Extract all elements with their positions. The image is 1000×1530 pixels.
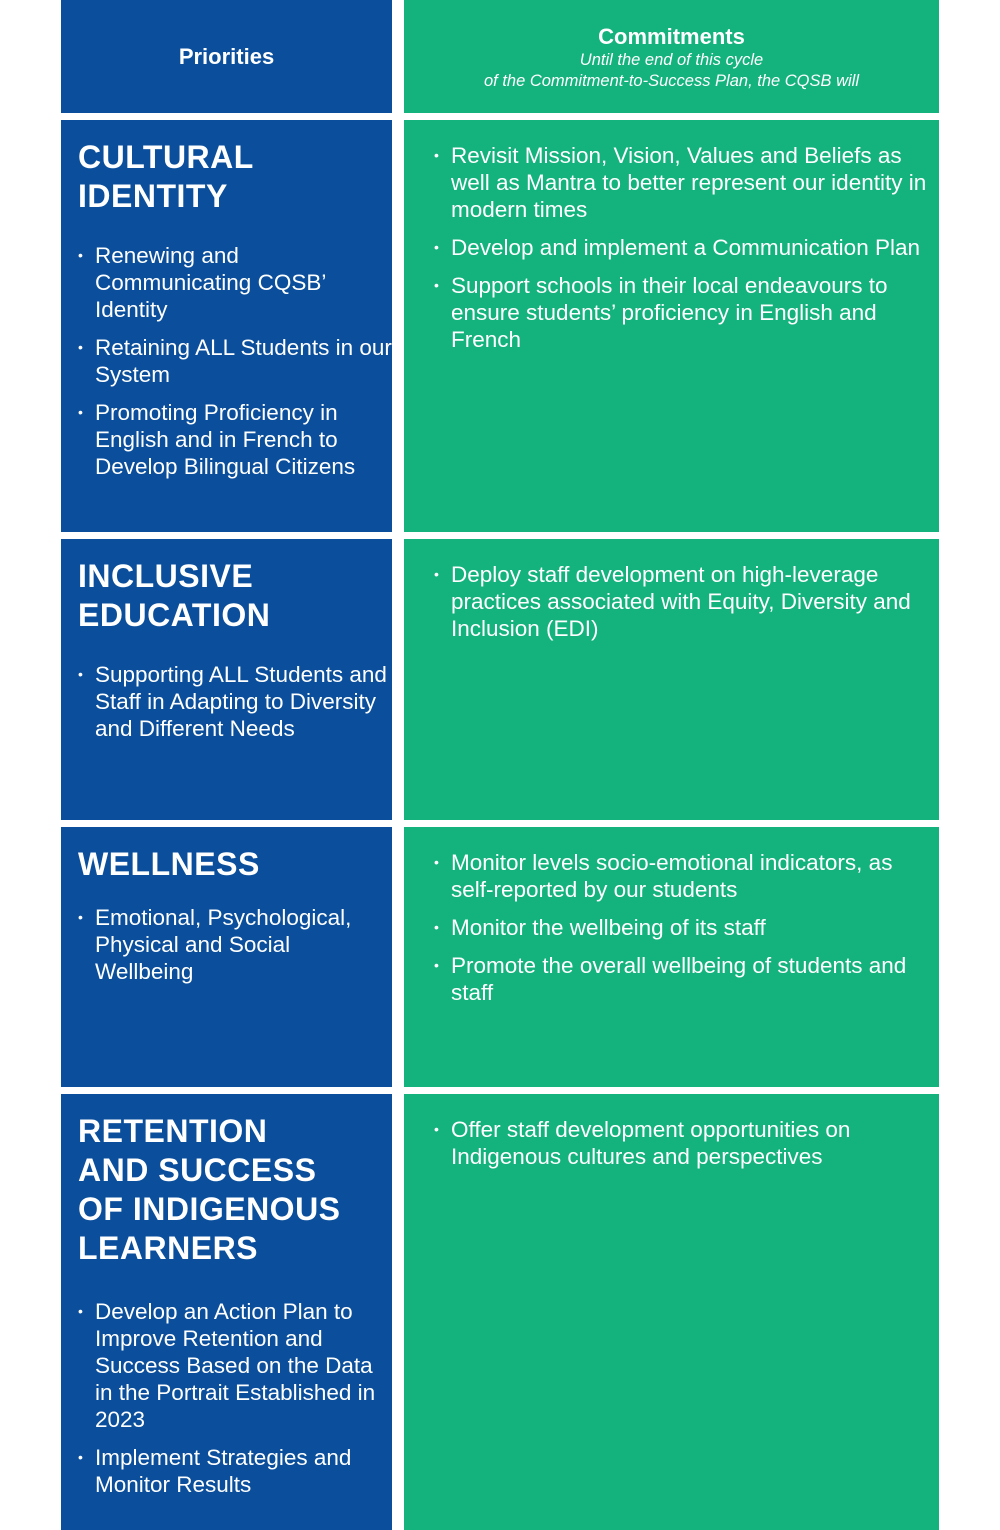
priority-title-line: LEARNERS bbox=[78, 1230, 259, 1266]
commitment-list bbox=[434, 1116, 939, 1170]
priority-title-line: RETENTION bbox=[78, 1113, 268, 1149]
priority-cell-wellness bbox=[61, 827, 392, 1087]
priority-title-line: OF INDIGENOUS bbox=[78, 1191, 341, 1227]
priority-list bbox=[78, 904, 392, 985]
commitment-item: • Develop and implement a Communication Plan bbox=[434, 234, 939, 261]
commitment-cell-cultural-identity bbox=[404, 120, 939, 532]
priority-item: • Develop an Action Plan to Improve Retention and Success Based on the Data in the Portrait Established in 2023 bbox=[78, 1298, 392, 1433]
priority-item: • Promoting Proficiency in English and in French to Develop Bilingual Citizens bbox=[78, 399, 392, 480]
priority-title bbox=[78, 1112, 392, 1268]
priority-item: • Emotional, Psychological, Physical and Social Wellbeing bbox=[78, 904, 392, 985]
commitment-item: • Deploy staff development on high-leverage practices associated with Equity, Diversity and Inclusion (EDI) bbox=[434, 561, 939, 642]
priority-item: • Implement Strategies and Monitor Results bbox=[78, 1444, 392, 1498]
priority-cell-cultural-identity bbox=[61, 120, 392, 532]
commitment-item: • Support schools in their local endeavours to ensure students’ proficiency in English and French bbox=[434, 272, 939, 353]
priority-title bbox=[78, 138, 392, 216]
priority-item: • Retaining ALL Students in our System bbox=[78, 334, 392, 388]
priority-item: • Renewing and Communicating CQSB’ Identity bbox=[78, 242, 392, 323]
commitment-cell-wellness bbox=[404, 827, 939, 1087]
commitment-item: • Monitor levels socio-emotional indicators, as self-reported by our students bbox=[434, 849, 939, 903]
priorities-header bbox=[61, 0, 392, 113]
priority-title-line: CULTURAL bbox=[78, 139, 254, 175]
priority-list bbox=[78, 1298, 392, 1498]
commitment-item: • Monitor the wellbeing of its staff bbox=[434, 914, 939, 941]
priority-title-line: INCLUSIVE bbox=[78, 558, 254, 594]
priority-title-line: IDENTITY bbox=[78, 178, 228, 214]
commitments-header-subtitle-2: of the Commitment-to-Success Plan, the CQSB will bbox=[483, 72, 860, 90]
commitment-cell-indigenous-learners bbox=[404, 1094, 939, 1530]
priority-cell-inclusive-education bbox=[61, 539, 392, 820]
commitments-header-label: Commitments bbox=[598, 24, 745, 49]
commitment-cell-inclusive-education bbox=[404, 539, 939, 820]
priority-title-line: EDUCATION bbox=[78, 597, 271, 633]
priority-list bbox=[78, 661, 392, 742]
priority-title-line: WELLNESS bbox=[78, 846, 260, 882]
commitment-item: • Promote the overall wellbeing of students and staff bbox=[434, 952, 939, 1006]
commitments-header-subtitle-1: Until the end of this cycle bbox=[579, 51, 764, 69]
priority-item: • Supporting ALL Students and Staff in Adapting to Diversity and Different Needs bbox=[78, 661, 392, 742]
priority-list bbox=[78, 242, 392, 480]
priority-cell-indigenous-learners bbox=[61, 1094, 392, 1530]
commitment-item: • Offer staff development opportunities on Indigenous cultures and perspectives bbox=[434, 1116, 939, 1170]
commitment-list bbox=[434, 849, 939, 1006]
priority-title-line: AND SUCCESS bbox=[78, 1152, 317, 1188]
commitment-item: • Revisit Mission, Vision, Values and Beliefs as well as Mantra to better represent our identity in modern times bbox=[434, 142, 939, 223]
commitment-list bbox=[434, 561, 939, 642]
priority-title bbox=[78, 557, 392, 635]
priority-title bbox=[78, 845, 392, 884]
commitment-list bbox=[434, 142, 939, 353]
commitments-header bbox=[404, 0, 939, 113]
priorities-header-label: Priorities bbox=[178, 43, 275, 69]
